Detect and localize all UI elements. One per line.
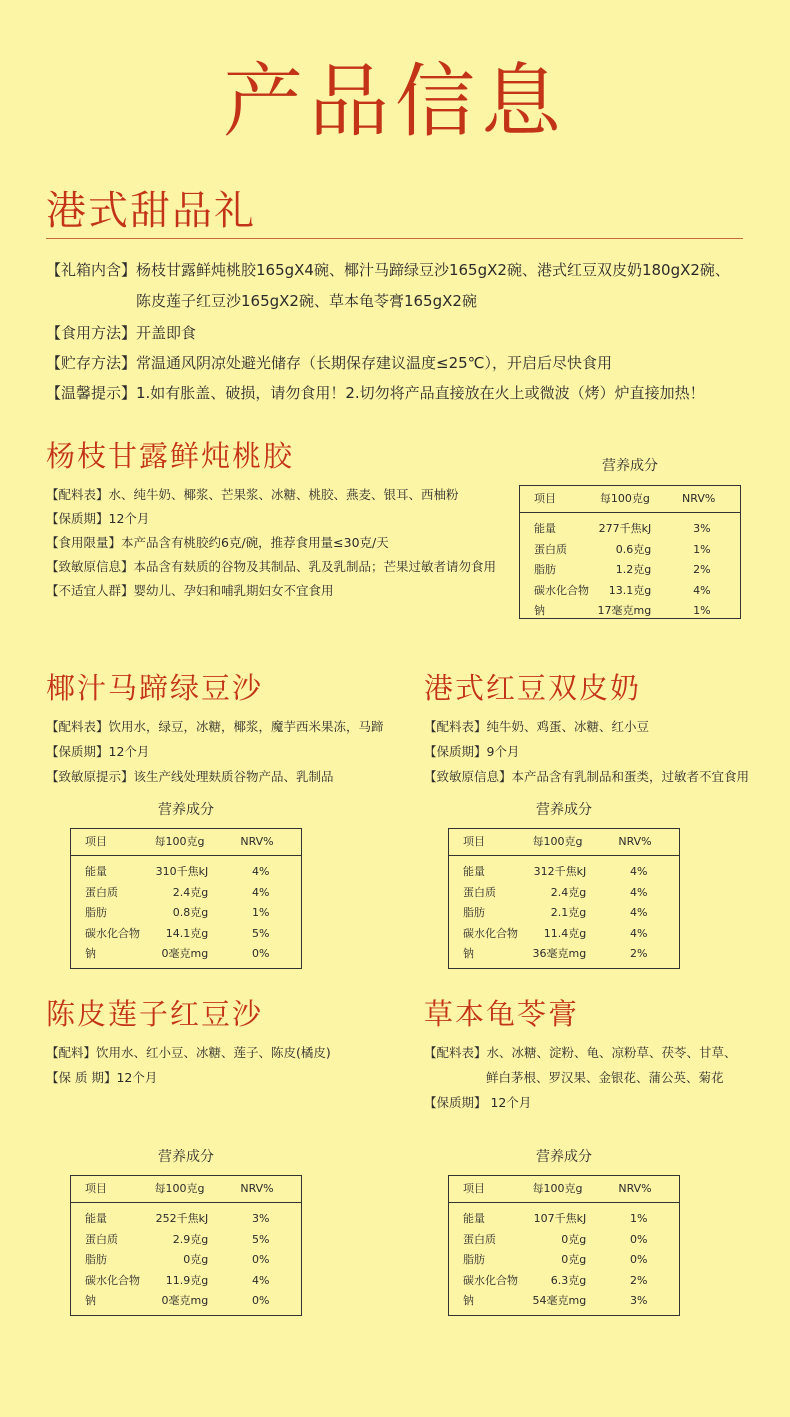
nutrient-name: 碳水化合物: [85, 1273, 140, 1287]
nutrient-name: 钠: [463, 947, 474, 961]
product-detail-line: 【保质期】9个月: [424, 744, 520, 759]
table-row: [449, 862, 679, 883]
table-header-cell: NRV%: [240, 1182, 274, 1195]
section-divider: [46, 238, 743, 239]
nutrition-table-header: [71, 1176, 301, 1203]
table-row: [449, 1230, 679, 1251]
product-detail-line: 鲜白茅根、罗汉果、金银花、蒲公英、菊花: [486, 1070, 724, 1085]
gift-box-line1: 杨枝甘露鲜炖桃胶165gX4碗、椰汁马蹄绿豆沙165gX2碗、港式红豆双皮奶180gX2碗、: [136, 261, 730, 279]
table-header-cell: 项目: [463, 835, 485, 848]
product-detail-line: 【配料】饮用水、红小豆、冰糖、莲子、陈皮(橘皮): [46, 1045, 331, 1060]
nutrient-amount: 0毫克mg: [161, 1294, 209, 1308]
nutrient-name: 蛋白质: [463, 1232, 496, 1246]
product-detail-line: 【致敏原信息】本品含有麸质的谷物及其制品、乳及乳制品；芒果过敏者请勿食用: [46, 559, 497, 574]
table-row: [71, 924, 301, 945]
table-header-cell: 项目: [85, 1182, 107, 1195]
nutrient-nrv: 1%: [693, 542, 711, 556]
nutrition-caption: 营养成分: [536, 1149, 592, 1165]
product-title: 港式红豆双皮奶: [424, 671, 642, 705]
table-header-cell: 每100克g: [154, 1182, 205, 1195]
table-row: [449, 1250, 679, 1271]
product-detail-line: 【食用限量】本产品含有桃胶约6克/碗，推荐食用量≤30克/天: [46, 535, 389, 550]
nutrient-name: 碳水化合物: [85, 926, 140, 940]
nutrient-name: 能量: [85, 1212, 107, 1225]
nutrient-amount: 107千焦kJ: [533, 1212, 587, 1225]
nutrition-table-header: [520, 486, 740, 513]
table-header-cell: 每100克g: [154, 835, 205, 848]
nutrient-amount: 252千焦kJ: [155, 1212, 209, 1225]
nutrient-name: 蛋白质: [85, 1232, 118, 1246]
nutrient-amount: 54毫克mg: [532, 1294, 587, 1308]
nutrition-caption: 营养成分: [158, 802, 214, 818]
nutrient-amount: 14.1克g: [165, 926, 209, 940]
nutrient-amount: 0毫克mg: [161, 947, 209, 961]
nutrition-table-header: [449, 829, 679, 856]
nutrient-name: 脂肪: [463, 1253, 485, 1267]
gift-box-line2: 陈皮莲子红豆沙165gX2碗、草本龟苓膏165gX2碗: [136, 292, 477, 310]
nutrient-amount: 13.1克g: [608, 583, 652, 597]
nutrient-nrv: 5%: [251, 926, 270, 940]
product-detail-line: 【配料表】饮用水，绿豆，冰糖，椰浆，魔芋西米果冻，马蹄: [46, 719, 384, 734]
nutrient-name: 脂肪: [85, 906, 107, 920]
nutrient-nrv: 2%: [629, 1273, 648, 1287]
table-row: [449, 1291, 679, 1312]
table-header-cell: 项目: [534, 492, 556, 505]
nutrient-name: 蛋白质: [534, 542, 567, 556]
nutrition-table-header: [449, 1176, 679, 1203]
nutrient-amount: 36毫克mg: [532, 947, 587, 961]
table-row: [520, 519, 740, 540]
nutrient-nrv: 1%: [629, 1212, 648, 1225]
nutrition-table-header: [71, 829, 301, 856]
nutrient-nrv: 3%: [693, 522, 711, 535]
table-header-cell: 项目: [463, 1182, 485, 1195]
product-detail-line: 【配料表】水、冰糖、淀粉、龟、凉粉草、茯苓、甘草、: [424, 1045, 737, 1060]
page-title: 产品信息: [223, 55, 567, 148]
nutrient-name: 能量: [463, 865, 485, 878]
nutrient-amount: 277千焦kJ: [598, 522, 652, 535]
usage-info: 【食用方法】开盖即食: [46, 324, 197, 342]
nutrient-nrv: 4%: [629, 926, 648, 940]
nutrient-amount: 0克g: [561, 1232, 587, 1246]
nutrient-amount: 312千焦kJ: [533, 865, 587, 878]
product-detail-line: 【保 质 期】12个月: [46, 1070, 158, 1085]
table-header-cell: 项目: [85, 835, 107, 848]
nutrient-name: 碳水化合物: [534, 583, 589, 597]
nutrient-amount: 0克g: [561, 1253, 587, 1267]
nutrient-name: 钠: [85, 1294, 96, 1308]
nutrient-nrv: 4%: [629, 885, 648, 899]
nutrient-name: 碳水化合物: [463, 1273, 518, 1287]
nutrient-nrv: 4%: [629, 865, 648, 878]
section-title: 港式甜品礼: [46, 188, 256, 234]
table-row: [449, 944, 679, 965]
nutrition-caption: 营养成分: [602, 458, 658, 474]
nutrient-nrv: 0%: [251, 947, 270, 961]
table-row: [71, 1271, 301, 1292]
nutrient-nrv: 4%: [251, 865, 270, 878]
table-row: [71, 1209, 301, 1230]
nutrition-caption: 营养成分: [536, 802, 592, 818]
product-detail-line: 【不适宜人群】婴幼儿、孕妇和哺乳期妇女不宜食用: [46, 583, 334, 598]
nutrition-table: [70, 828, 302, 969]
nutrient-amount: 11.4克g: [543, 926, 587, 940]
table-row: [520, 540, 740, 561]
table-header-cell: 每100克g: [532, 1182, 583, 1195]
table-row: [449, 1271, 679, 1292]
product-title: 杨枝甘露鲜炖桃胶: [46, 439, 295, 473]
gift-box-label: 【礼箱内含】: [46, 261, 137, 279]
product-title: 椰汁马蹄绿豆沙: [46, 671, 264, 705]
nutrient-name: 蛋白质: [463, 885, 496, 899]
nutrition-table: [448, 1175, 680, 1316]
table-row: [520, 581, 740, 602]
nutrient-amount: 1.2克g: [615, 563, 652, 577]
nutrient-name: 钠: [534, 604, 545, 618]
nutrient-nrv: 2%: [693, 563, 711, 577]
nutrient-nrv: 4%: [251, 1273, 270, 1287]
nutrient-name: 钠: [463, 1294, 474, 1308]
table-row: [71, 1250, 301, 1271]
nutrient-name: 能量: [85, 865, 107, 878]
nutrition-table: [70, 1175, 302, 1316]
table-header-cell: 每100克g: [532, 835, 583, 848]
nutrient-nrv: 0%: [629, 1232, 648, 1246]
table-row: [449, 883, 679, 904]
table-row: [449, 924, 679, 945]
nutrient-nrv: 5%: [251, 1232, 270, 1246]
table-row: [520, 560, 740, 581]
nutrient-name: 碳水化合物: [463, 926, 518, 940]
tips-info: 【温馨提示】1.如有胀盖、破损，请勿食用！2.切勿将产品直接放在火上或微波（烤）炉直接加热！: [46, 384, 705, 402]
nutrient-nrv: 2%: [629, 947, 648, 961]
nutrient-amount: 0克g: [183, 1253, 209, 1267]
nutrient-name: 钠: [85, 947, 96, 961]
nutrient-amount: 0.6克g: [615, 542, 652, 556]
nutrient-amount: 11.9克g: [165, 1273, 209, 1287]
nutrient-nrv: 4%: [693, 583, 711, 597]
nutrient-amount: 0.8克g: [172, 906, 209, 920]
table-row: [71, 883, 301, 904]
product-title: 草本龟苓膏: [424, 997, 580, 1031]
table-header-cell: 每100克g: [599, 492, 650, 505]
nutrition-table: [448, 828, 680, 969]
nutrient-amount: 310千焦kJ: [155, 865, 209, 878]
table-row: [449, 1209, 679, 1230]
nutrition-table: [519, 485, 741, 619]
product-title: 陈皮莲子红豆沙: [46, 997, 264, 1031]
nutrient-amount: 2.4克g: [550, 885, 587, 899]
table-row: [71, 1291, 301, 1312]
nutrient-name: 蛋白质: [85, 885, 118, 899]
table-row: [71, 903, 301, 924]
nutrient-amount: 17毫克mg: [597, 604, 652, 618]
table-row: [520, 601, 740, 622]
nutrient-name: 能量: [534, 522, 556, 535]
product-detail-line: 【配料表】水、纯牛奶、椰浆、芒果浆、冰糖、桃胶、燕麦、银耳、西柚粉: [46, 487, 459, 502]
nutrient-amount: 2.4克g: [172, 885, 209, 899]
nutrient-amount: 2.9克g: [172, 1232, 209, 1246]
nutrient-name: 能量: [463, 1212, 485, 1225]
nutrient-nrv: 0%: [629, 1253, 648, 1267]
table-header-cell: NRV%: [618, 1182, 652, 1195]
nutrient-nrv: 3%: [251, 1212, 270, 1225]
nutrient-nrv: 0%: [251, 1294, 270, 1308]
nutrient-amount: 6.3克g: [550, 1273, 587, 1287]
nutrition-caption: 营养成分: [158, 1149, 214, 1165]
table-header-cell: NRV%: [618, 835, 652, 848]
table-row: [71, 1230, 301, 1251]
product-detail-line: 【致敏原提示】该生产线处理麸质谷物产品、乳制品: [46, 769, 334, 784]
product-detail-line: 【保质期】12个月: [46, 511, 150, 526]
table-row: [71, 862, 301, 883]
nutrient-nrv: 3%: [629, 1294, 648, 1308]
nutrient-nrv: 4%: [629, 906, 648, 920]
product-detail-line: 【保质期】12个月: [46, 744, 150, 759]
nutrient-nrv: 1%: [693, 604, 711, 618]
nutrient-name: 脂肪: [463, 906, 485, 920]
storage-info: 【贮存方法】常温通风阴凉处避光储存（长期保存建议温度≤25℃），开启后尽快食用: [46, 354, 613, 372]
product-detail-line: 【配料表】纯牛奶、鸡蛋、冰糖、红小豆: [424, 719, 650, 734]
table-row: [71, 944, 301, 965]
nutrient-nrv: 0%: [251, 1253, 270, 1267]
nutrient-name: 脂肪: [85, 1253, 107, 1267]
nutrient-nrv: 1%: [251, 906, 270, 920]
table-row: [449, 903, 679, 924]
nutrient-nrv: 4%: [251, 885, 270, 899]
nutrient-name: 脂肪: [534, 563, 556, 577]
product-detail-line: 【保质期】 12个月: [424, 1095, 532, 1110]
product-detail-line: 【致敏原信息】本产品含有乳制品和蛋类，过敏者不宜食用: [424, 769, 750, 784]
table-header-cell: NRV%: [682, 492, 716, 505]
nutrient-amount: 2.1克g: [550, 906, 587, 920]
table-header-cell: NRV%: [240, 835, 274, 848]
